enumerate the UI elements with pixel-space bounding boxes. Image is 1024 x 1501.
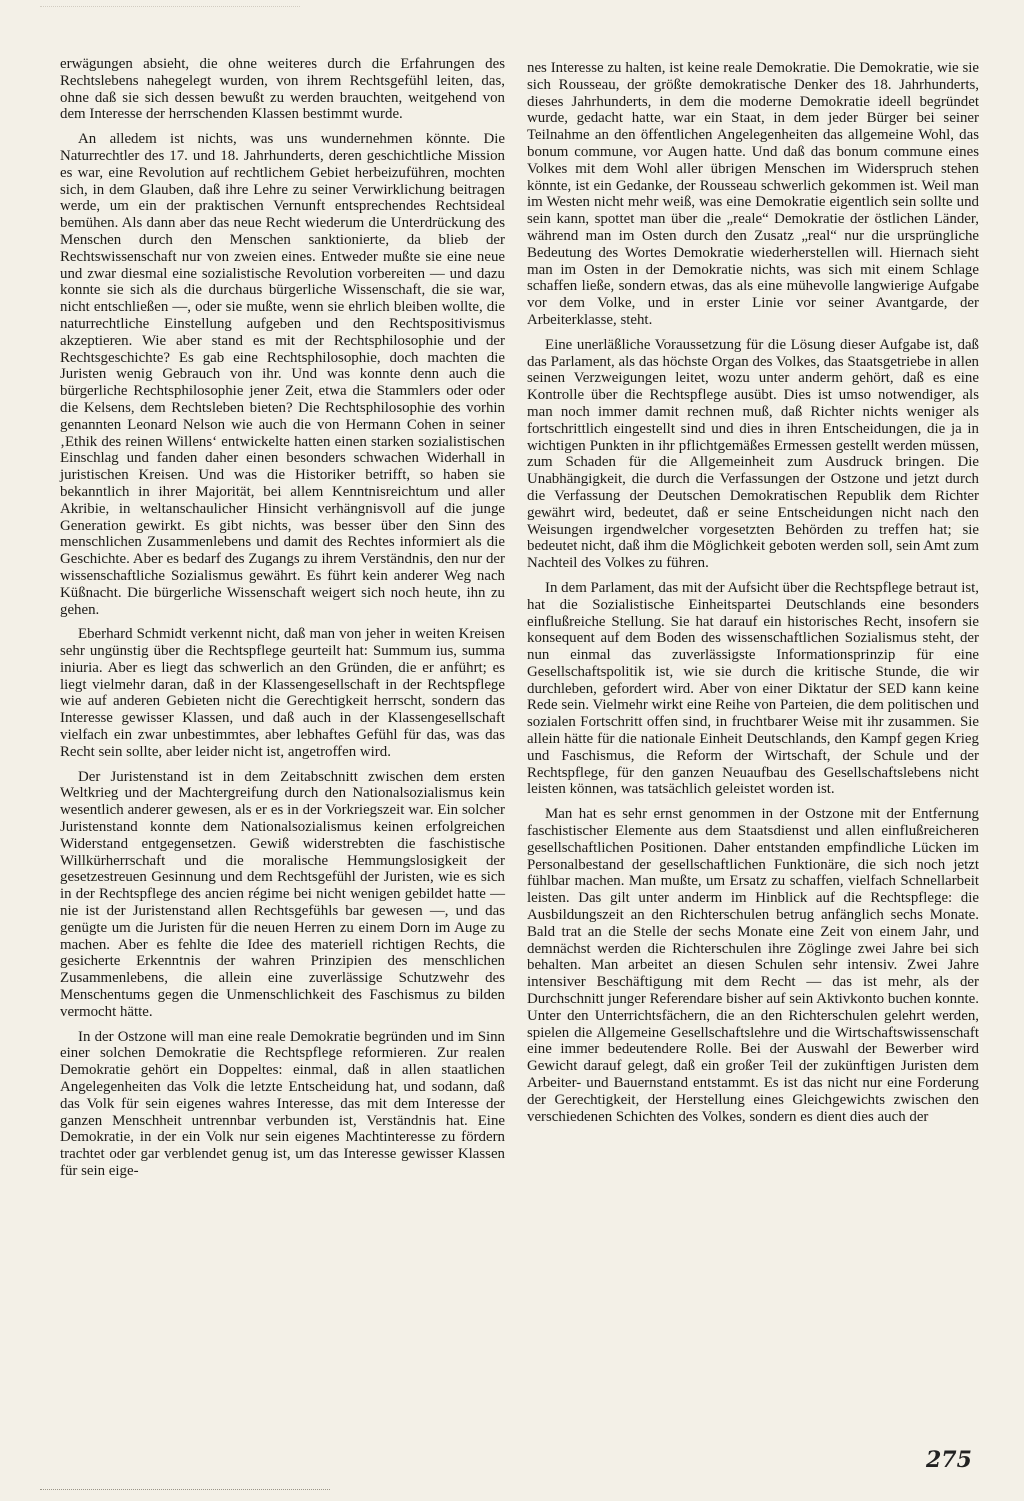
paragraph: nes Interesse zu halten, ist keine reale Demokratie. Die Demokratie, wie sie sich Rousseau, der größte demokratische Denker des 18. Jahrhunderts, dieses Jahrhunderts, in dem die moderne Demokratie ideell begründet wurde, gedacht hatte, war ein Staat, in dem jeder Bürger bei seiner Teilnahme an den öffentlichen Angelegenheiten das allgemeine Wohl, das bonum commune, vor Augen hatte. Und daß das bonum commune eines Volkes mit dem Wohl aller übrigen Menschen im Widerspruch stehen könnte, ist ein Gedanke, der Rousseau schwerlich gekommen ist. Weil man im Westen nicht mehr weiß, was eine Demokratie eigentlich sein sollte und sein kann, spottet man über die „reale“ Demokratie der östlichen Länder, während man im Osten durch den Zusatz „real“ nur die ursprüngliche Bedeutung des Wortes Demokratie wiederherstellen will. Hiernach sieht man im Osten in der Demokratie nichts, was sich mit einem Schlage schaffen ließe, sondern etwas, das als eine mühevolle langwierige Aufgabe vor dem Volke, und in erster Linie vor seiner Avantgarde, der Arbeiterklasse, steht.	[527, 60, 979, 328]
paragraph: Man hat es sehr ernst genommen in der Ostzone mit der Entfernung faschistischer Elemente aus dem Staatsdienst und allen einflußreicheren gesellschaftlichen Positionen. Daher entstanden empfindliche Lücken im Personalbestand der gesellschaftlichen Funktionäre, die sich noch jetzt fühlbar machen. Man mußte, um Ersatz zu schaffen, vielfach Schnellarbeit leisten. Das gilt unter anderm im Hinblick auf die Rechtspflege: die Ausbildungszeit an den Richterschulen betrug anfänglich sechs Monate. Bald trat an die Stelle der sechs Monate eine Zeit von einem Jahr, und demnächst werden die Richterschulen ihre Zöglinge zwei Jahre bei sich behalten. Man arbeitet an diesen Schulen sehr intensiv. Zwei Jahre intensiver Beschäftigung mit dem Recht — das ist mehr, als der Durchschnitt junger Referendare bisher auf sein Aktivkonto buchen konnte. Unter den Unterrichtsfächern, die an den Richterschulen gelehrt werden, spielen die Allgemeine Gesellschaftslehre und die Wirtschaftswissenschaft eine immer bedeutendere Rolle. Bei der Auswahl der Bewerber wird Gewicht darauf gelegt, daß ein großer Teil der zukünftigen Juristen dem Arbeiter- und Bauernstand entstammt. Es ist das nicht nur eine Forderung der Gerechtigkeit, der Herstellung eines Gleichgewichts zwischen den verschiedenen Schichten des Volkes, sondern es dient dies auch der	[527, 806, 979, 1125]
paragraph: erwägungen absieht, die ohne weiteres durch die Erfahrungen des Rechtslebens nahegelegt wurden, von ihrem Rechtsgefühl leiten, das, ohne daß sie sich dessen bewußt zu werden brauchten, weitgehend von dem Interesse der herrschenden Klassen bestimmt wurde.	[60, 56, 505, 123]
left-column	[60, 56, 505, 1188]
paragraph: In dem Parlament, das mit der Aufsicht über die Rechtspflege betraut ist, hat die Sozialistische Einheitspartei Deutschlands eine besonders einflußreiche Stellung. Sie hat darauf ein historisches Recht, insofern sie konsequent auf dem Boden des wissenschaftlichen Sozialismus steht, der nun einmal das zuverlässigste Informationsprinzip für eine Gesellschaftspolitik ist, wie sie durch die kritische Stunde, die wir durchleben, gefordert wird. Aber von einer Diktatur der SED kann keine Rede sein. Vielmehr wirkt eine Reihe von Parteien, die dem politischen und sozialen Fortschritt offen sind, in fruchtbarer Weise mit ihr zusammen. Sie allein hätte für die nationale Einheit Deutschlands, den Kampf gegen Krieg und Faschismus, die Reform der Wirtschaft, der Schule und der Rechtspflege, für den ganzen Neuaufbau des Gesellschaftslebens nicht leisten können, was tatsächlich geleistet worden ist.	[527, 579, 979, 798]
scan-margin-marks	[40, 6, 300, 19]
paragraph: An alledem ist nichts, was uns wundernehmen könnte. Die Naturrechtler des 17. und 18. Jahrhunderts, deren geschichtliche Mission es war, eine Revolution auf rechtlichem Gebiet herbeizuführen, mochten sich, in dem Glauben, daß ihre Lehre zu seiner Verwirklichung beitragen werde, um ein der praktischen Vernunft entsprechendes Rechtsideal bemühen. Als dann aber das neue Recht wiederum die Unterdrückung des Menschen durch den Menschen sanktionierte, da blieb der Rechtswissenschaft nur von zweien eines. Entweder mußte sie eine neue und zwar diesmal eine sozialistische Revolution vorbereiten — und dazu konnte sie sich als die durchaus bürgerliche Wissenschaft, die sie war, nicht entschließen —, oder sie mußte, wenn sie ehrlich bleiben wollte, die naturrechtliche Einstellung aufgeben und den Rechtspositivismus akzeptieren. Wie aber stand es mit der Rechtsphilosophie und der Rechtsgeschichte? Es gab eine Rechtsphilosophie, doch machten die Juristen wenig Gebrauch von ihr. Und was konnte denn auch die bürgerliche Rechtsphilosophie jener Zeit, etwa die Stammlers oder oder die Kelsens, dem Rechtsleben bieten? Die Rechtsphilosophie des vorhin genannten Leonard Nelson wie auch die von Hermann Cohen in seiner ‚Ethik des reinen Willens‘ entwickelte hatten einen starken sozialistischen Einschlag und fanden daher einen besonders schwachen Widerhall in juristischen Kreisen. Und was die Historiker betrifft, so haben sie bekanntlich in ihrer Majorität, bei allem Kenntnisreichtum und aller Akribie, in weltanschaulicher Hinsicht verhängnisvoll auf die junge Generation gewirkt. Es gibt nichts, was besser über den Sinn des menschlichen Zusammenlebens und damit des Rechtes informiert als die Geschichte. Aber es bedarf des Zugangs zu ihrem Verständnis, den nur der wissenschaftliche Sozialismus gewährt. Es führt kein anderer Weg nach Küßnacht. Die bürgerliche Wissenschaft weigert sich noch heute, ihn zu gehen.	[60, 131, 505, 618]
paragraph: Eine unerläßliche Voraussetzung für die Lösung dieser Aufgabe ist, daß das Parlament, als das höchste Organ des Volkes, das Staatsgetriebe in allen seinen Verzweigungen leitet, wozu unter anderm gehört, daß es eine Kontrolle über die Rechtspflege ausübt. Dies ist umso notwendiger, als man noch immer damit rechnen muß, daß Richter nichts weniger als fortschrittlich eingestellt sind und dies in ihren Entscheidungen, die ja in wichtigen Punkten in ihr pflichtgemäßes Ermessen gestellt werden müssen, zum Schaden für die Allgemeinheit zum Ausdruck bringen. Die Unabhängigkeit, die durch die Verfassungen der Ostzone und jetzt durch die Verfassung der Deutschen Demokratischen Republik dem Richter gewährt wird, bedeutet, daß er seine Entscheidungen nicht nach den Weisungen irgendwelcher vorgesetzten Behörden zu treffen hat; sie bedeutet nicht, daß ihm die Möglichkeit geboten werden soll, sein Amt zum Nachteil des Volkes zu führen.	[527, 336, 979, 572]
paragraph: Eberhard Schmidt verkennt nicht, daß man von jeher in weiten Kreisen sehr ungünstig über die Rechtspflege geurteilt hat: Summum ius, summa iniuria. Aber es liegt das schwerlich an den Gründen, die er anführt; es liegt vielmehr daran, daß in der Klassengesellschaft in der Rechtspflege wie auf anderen Gebieten nicht die Gerechtigkeit herrscht, sondern das Interesse gewisser Klassen, und daß auch in der Klassengesellschaft vielfach ein zwar unbestimmtes, aber lebhaftes Gefühl für das, was das Recht sein sollte, aber leider nicht ist, angetroffen wird.	[60, 626, 505, 760]
page-number: 275	[926, 1447, 972, 1473]
right-column	[527, 60, 979, 1133]
paragraph: In der Ostzone will man eine reale Demokratie begründen und im Sinn einer solchen Demokratie die Rechtspflege reformieren. Zur realen Demokratie gehört ein Doppeltes: einmal, daß in allen staatlichen Angelegenheiten das Volk die letzte Entscheidung hat, und sodann, daß das Volk für sein eigenes wahres Interesse, das mit dem Interesse der ganzen Menschheit untrennbar verbunden ist, Verständnis hat. Eine Demokratie, in der ein Volk nur sein eigenes Machtinteresse zu fördern trachtet oder gar verblendet genug ist, um das Interesse gewisser Klassen für sein eige-	[60, 1028, 505, 1179]
paragraph: Der Juristenstand ist in dem Zeitabschnitt zwischen dem ersten Weltkrieg und der Machtergreifung durch den Nationalsozialismus kein wesentlich anderer gewesen, als er es in der Vorkriegszeit war. Ein solcher Juristenstand konnte dem Nationalsozialismus keinen erfolgreichen Widerstand entgegensetzen. Gewiß widerstrebten die faschistische Willkürherrschaft und die moralische Hemmungslosigkeit der gesetzestreuen Gesinnung und dem Rechtsgefühl der Juristen, wie es sich in der Rechtspflege des ancien régime bei nicht wenigen gebildet hatte — nie ist der Juristenstand allen Rechtsgefühls bar gewesen —, und das genügte um die Juristen für die neuen Herren zu einem Dorn im Auge zu machen. Aber es fehlte die Idee des materiell richtigen Rechts, die gesicherte Erkenntnis der wahren Prinzipien des menschlichen Zusammenlebens, die allein eine zuverlässige Schutzwehr des Menschentums gegen die Unmenschlichkeit des Faschismus zu bilden vermocht hätte.	[60, 768, 505, 1020]
bottom-margin-rule	[40, 1489, 330, 1490]
